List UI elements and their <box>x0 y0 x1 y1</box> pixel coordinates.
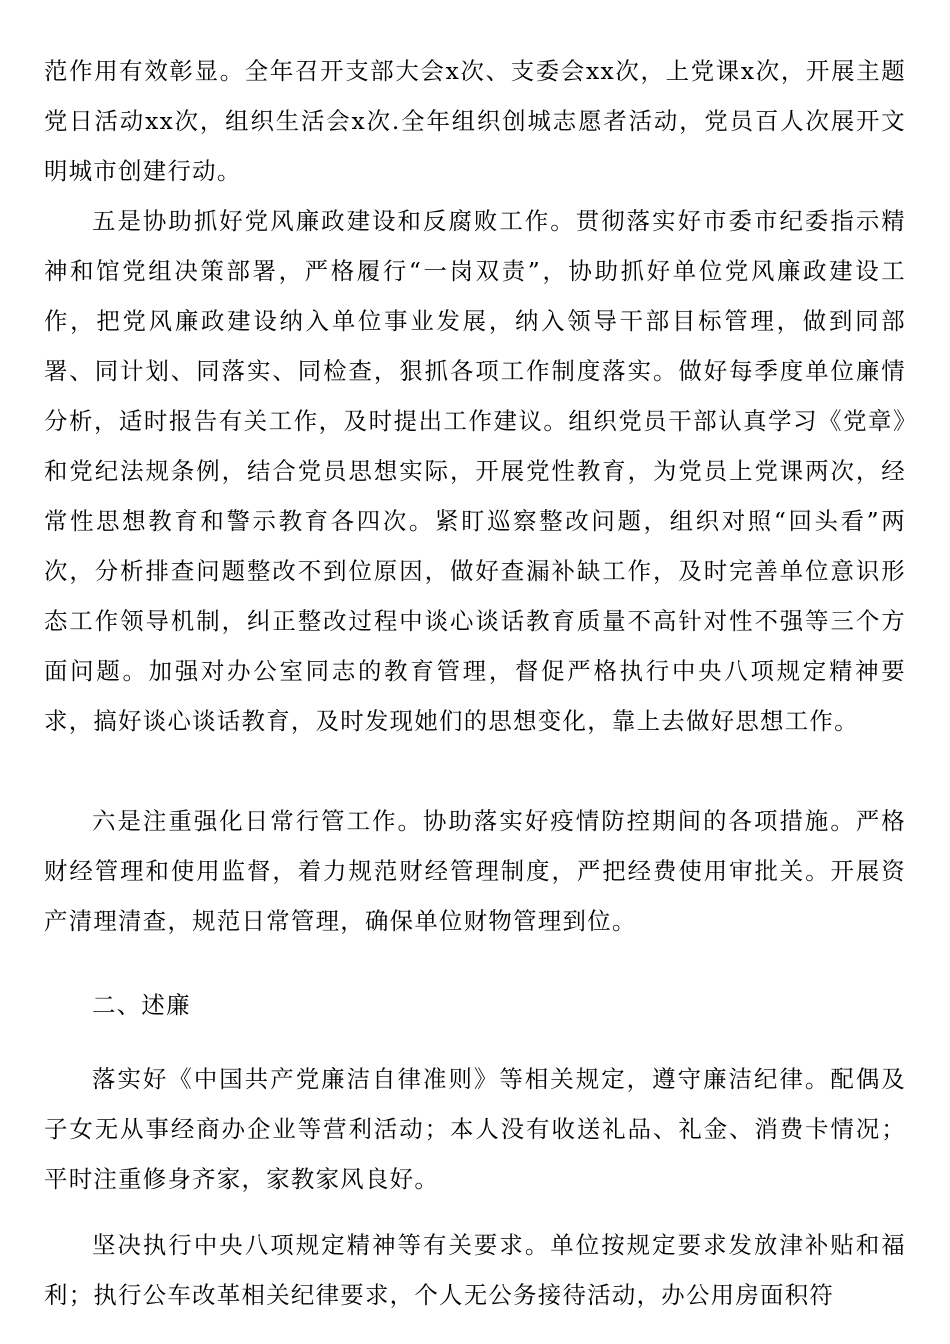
paragraph-eight-regulations: 坚决执行中央八项规定精神等有关要求。单位按规定要求发放津补贴和福利；执行公车改革相关纪律要求，个人无公务接待活动，办公用房面积符 <box>44 1231 906 1309</box>
paragraph-anti-corruption-work: 五是协助抓好党风廉政建设和反腐败工作。贯彻落实好市委市纪委指示精神和馆党组决策部署，严格履行“一岗双责”，协助抓好单位党风廉政建设工作，把党风廉政建设纳入单位事业发展，纳入领导干部目标管理，做到同部署、同计划、同落实、同检查，狠抓各项工作制度落实。做好每季度单位廉情分析，适时报告有关工作，及时提出工作建议。组织党员干部认真学习《党章》和党纪法规条例，结合党员思想实际，开展党性教育，为党员上党课两次，经常性思想教育和警示教育各四次。紧盯巡察整改问题，组织对照“回头看”两次，分析排查问题整改不到位原因，做好查漏补缺工作，及时完善单位意识形态工作领导机制，纠正整改过程中谈心谈话教育质量不高针对性不强等三个方面问题。加强对办公室同志的教育管理，督促严格执行中央八项规定精神要求，搞好谈心谈话教育，及时发现她们的思想变化，靠上去做好思想工作。 <box>44 207 906 735</box>
section-heading-integrity-report: 二、述廉 <box>92 991 191 1019</box>
paragraph-party-activities: 范作用有效彰显。全年召开支部大会x次、支委会xx次，上党课x次，开展主题党日活动xx次，组织生活会x次.全年组织创城志愿者活动，党员百人次展开文明城市创建行动。 <box>44 57 906 185</box>
paragraph-integrity-rules: 落实好《中国共产党廉洁自律准则》等相关规定，遵守廉洁纪律。配偶及子女无从事经商办企业等营利活动；本人没有收送礼品、礼金、消费卡情况；平时注重修身齐家，家教家风良好。 <box>44 1065 906 1193</box>
paragraph-daily-administration: 六是注重强化日常行管工作。协助落实好疫情防控期间的各项措施。严格财经管理和使用监督，着力规范财经管理制度，严把经费使用审批关。开展资产清理清查，规范日常管理，确保单位财物管理到位。 <box>44 807 906 935</box>
